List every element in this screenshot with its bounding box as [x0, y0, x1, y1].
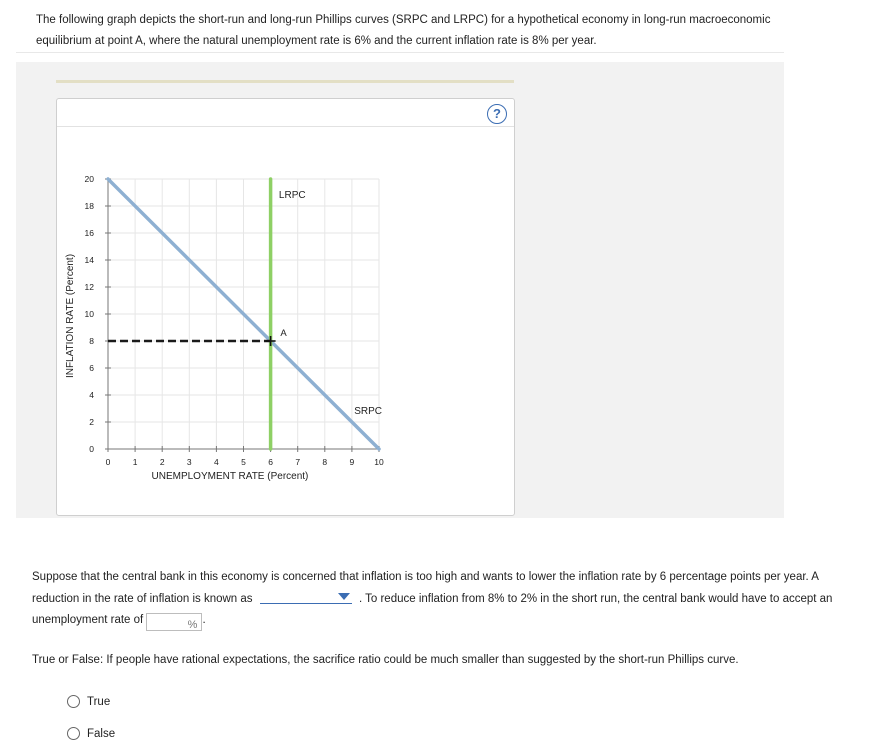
- y-tick-label: 10: [84, 309, 94, 319]
- y-tick-label: 6: [89, 363, 94, 373]
- x-tick-label: 10: [374, 457, 384, 467]
- option-true[interactable]: [67, 695, 110, 708]
- y-axis-label: INFLATION RATE (Percent): [65, 253, 76, 379]
- phillips-curve-chart: [57, 99, 514, 515]
- radio-false[interactable]: [67, 727, 80, 740]
- divider: [16, 52, 784, 53]
- term-dropdown[interactable]: [260, 589, 352, 604]
- option-true-label: True: [87, 695, 111, 708]
- help-icon[interactable]: ?: [487, 104, 507, 124]
- y-tick-label: 14: [84, 255, 94, 265]
- x-axis-label: UNEMPLOYMENT RATE (Percent): [151, 471, 309, 482]
- graph-accent-bar: [56, 80, 514, 83]
- question-text-2: . To reduce inflation from 8% to 2% in the short run, the central bank would have to accept an unemployment rate of: [32, 592, 833, 626]
- y-tick-label: 4: [89, 390, 94, 400]
- y-tick-label: 20: [84, 174, 94, 184]
- x-tick-label: 4: [214, 457, 219, 467]
- y-tick-label: 0: [89, 444, 94, 454]
- percent-unit: %: [187, 619, 198, 631]
- x-tick-label: 5: [241, 457, 246, 467]
- x-tick-label: 7: [295, 457, 301, 467]
- intro-text: The following graph depicts the short-run and long-run Phillips curves (SRPC and LRPC) for a hypothetical economy in long-run macroeconomic equilibrium at point A, where the natural unemployment rate is 6% and the current inflation rate is 8% per year.: [36, 14, 771, 47]
- chevron-down-icon: [338, 593, 350, 600]
- unemployment-rate-input[interactable]: [147, 616, 187, 632]
- x-tick-label: 8: [322, 457, 328, 467]
- graph-panel: [56, 98, 515, 516]
- x-tick-label: 1: [132, 457, 138, 467]
- x-tick-label: 3: [186, 457, 192, 467]
- y-tick-label: 18: [84, 201, 94, 211]
- curve-label-lrpc: LRPC: [278, 189, 306, 201]
- option-false-label: False: [87, 727, 116, 740]
- question-block: [32, 567, 852, 632]
- y-tick-label: 16: [84, 228, 94, 238]
- option-false[interactable]: [67, 727, 115, 740]
- y-tick-label: 2: [89, 417, 94, 427]
- y-tick-label: 12: [84, 282, 94, 292]
- question-text-1: Suppose that the central bank in this economy is concerned that inflation is too high and wants to lower the inflation rate by 6 percentage points per year. A reduction in the rate of inflation is known as: [32, 571, 819, 605]
- x-tick-label: 6: [268, 457, 273, 467]
- x-tick-label: 9: [349, 457, 355, 467]
- point-a-label: A: [280, 328, 287, 339]
- curve-label-srpc: SRPC: [354, 405, 383, 417]
- unemployment-rate-field[interactable]: [146, 613, 202, 631]
- question-text-3: .: [202, 614, 206, 626]
- x-tick-label: 2: [159, 457, 165, 467]
- x-tick-label: 0: [105, 457, 111, 467]
- radio-true[interactable]: [67, 695, 80, 708]
- y-tick-label: 8: [89, 336, 94, 346]
- true-false-prompt: True or False: If people have rational expectations, the sacrifice ratio could be much smaller than suggested by the short-run Phillips curve.: [32, 654, 739, 666]
